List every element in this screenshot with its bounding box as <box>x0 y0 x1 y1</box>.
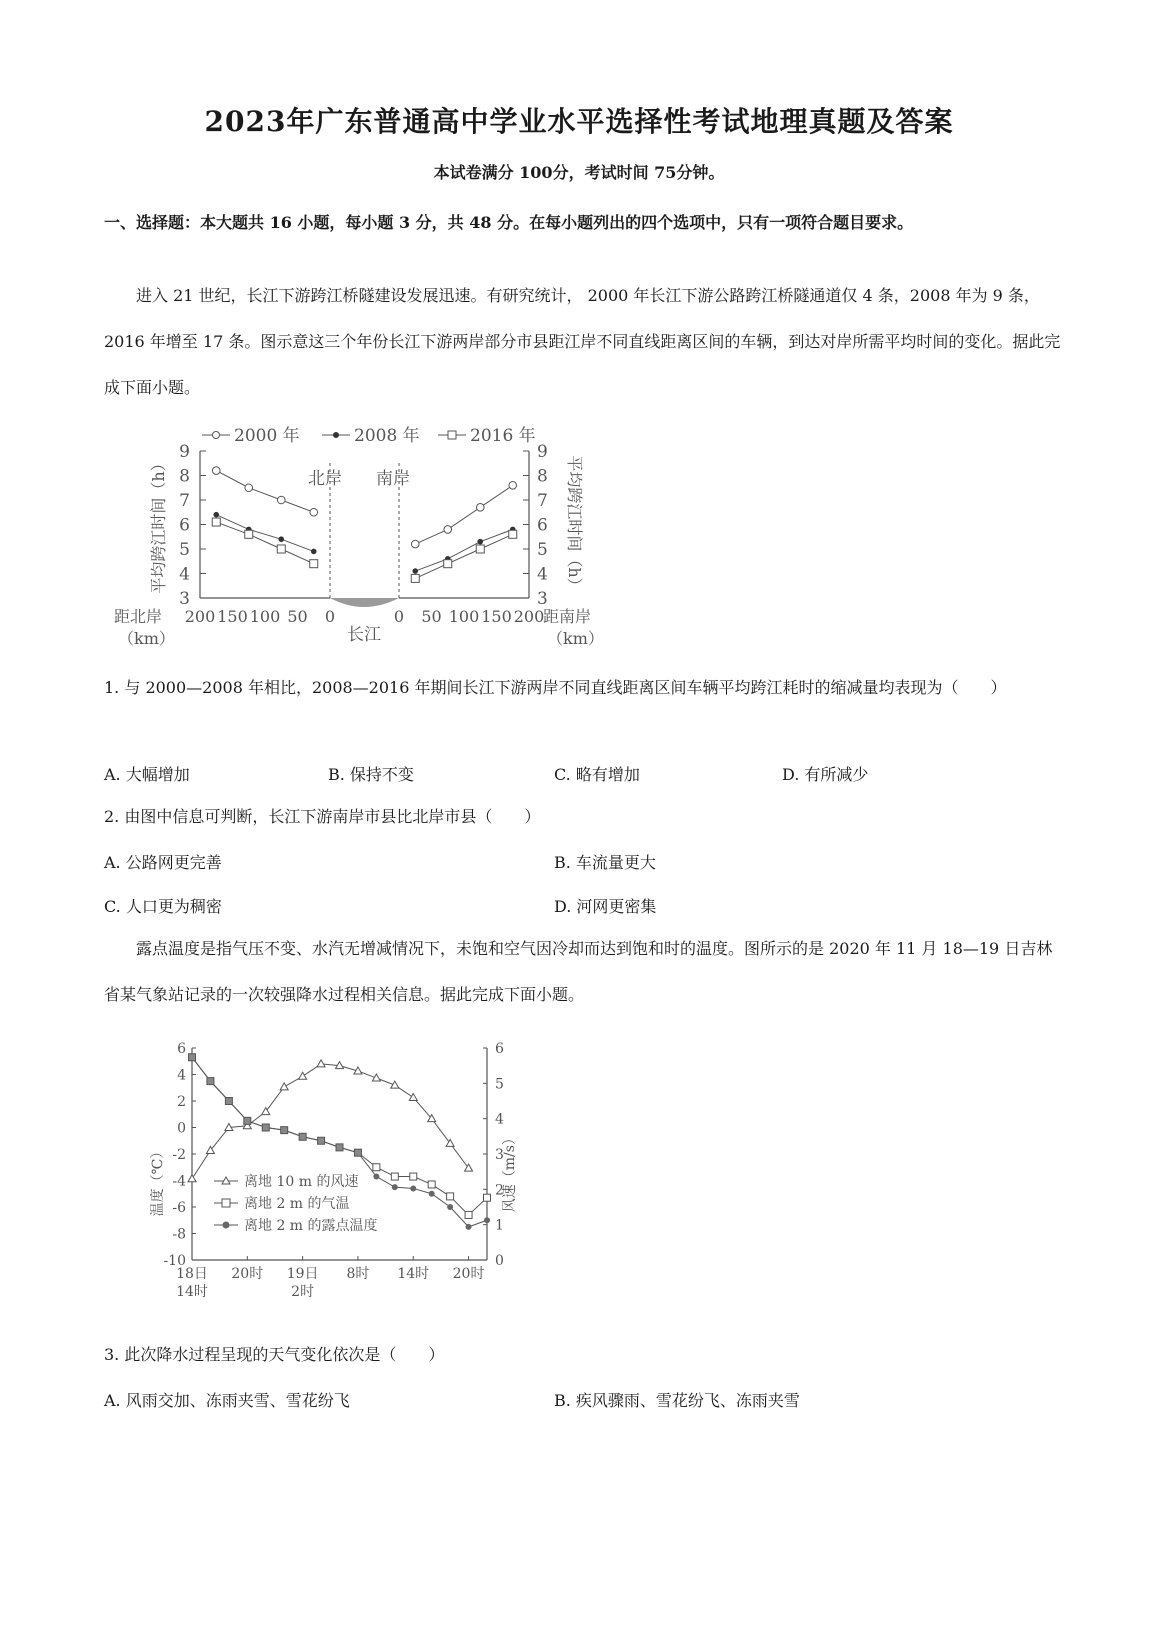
y-tick-label: 7 <box>179 491 190 511</box>
airtemp-point <box>428 1181 435 1188</box>
q3-option-b[interactable]: B. 疾风骤雨、雪花纷飞、冻雨夹雪 <box>554 1391 800 1410</box>
data-point <box>311 549 317 555</box>
airtemp-point <box>281 1127 288 1134</box>
y-tick-label: -6 <box>172 1200 186 1216</box>
page-title: 2023年广东普通高中学业水平选择性考试地理真题及答案 <box>204 105 954 138</box>
weather-chart <box>150 1036 530 1316</box>
dewpoint-point <box>466 1224 472 1230</box>
legend-label: 离地 10 m 的风速 <box>244 1174 359 1190</box>
data-point <box>277 496 285 504</box>
y-tick-label: 8 <box>179 466 190 487</box>
legend-marker <box>223 1222 230 1229</box>
south-bank-label: 南岸 <box>376 469 410 489</box>
legend-marker <box>213 432 220 439</box>
q2-option-b[interactable]: B. 车流量更大 <box>554 853 656 872</box>
airtemp-point <box>354 1149 361 1156</box>
y-tick-label: 4 <box>495 1111 504 1128</box>
series-line <box>216 515 314 552</box>
data-point <box>310 560 318 568</box>
y-tick-label: 7 <box>537 491 548 511</box>
y-tick-label: 3 <box>495 1147 504 1163</box>
data-point <box>412 568 418 574</box>
data-point <box>277 545 285 553</box>
x-tick-label: 14时 <box>397 1266 430 1282</box>
dewpoint-point <box>392 1184 398 1190</box>
data-point <box>509 530 517 538</box>
y-tick-label: 6 <box>537 515 548 536</box>
x-tick-label-sub: 2时 <box>291 1284 315 1300</box>
y-tick-label: 4 <box>537 564 548 585</box>
question-3-stem: 3. 此次降水过程呈现的天气变化依次是（ ） <box>104 1345 445 1364</box>
dewpoint-point <box>447 1204 453 1210</box>
x-tick-label: 100 <box>249 607 281 626</box>
bridge-time-chart <box>110 418 610 663</box>
y-tick-label: 6 <box>179 515 190 536</box>
x-tick-label-sub: 14时 <box>176 1284 208 1300</box>
wind-point <box>409 1093 417 1100</box>
legend-label: 2008 年 <box>354 426 420 446</box>
data-point <box>476 545 484 553</box>
y-tick-label: 3 <box>179 589 190 609</box>
airtemp-point <box>336 1144 343 1151</box>
q1-option-b[interactable]: B. 保持不变 <box>328 765 414 784</box>
data-point <box>212 518 220 526</box>
data-point <box>411 574 419 582</box>
unit-label: （km） <box>547 629 604 648</box>
airtemp-point <box>410 1173 417 1180</box>
x-tick-label: 150 <box>217 607 248 626</box>
airtemp-point <box>373 1164 380 1171</box>
data-point <box>477 539 483 545</box>
south-axis-title: 距南岸 <box>543 607 592 626</box>
legend-marker <box>448 431 456 439</box>
y-tick-label: 6 <box>177 1041 186 1057</box>
x-tick-label: 100 <box>448 607 480 626</box>
x-tick-label: 8时 <box>346 1266 370 1282</box>
airtemp-point <box>299 1133 306 1140</box>
right-axis-title: 风速（m/s） <box>502 1131 518 1213</box>
y-tick-label: 1 <box>495 1217 504 1234</box>
dewpoint-point <box>429 1191 435 1197</box>
airtemp-point <box>318 1137 325 1144</box>
y-tick-label: -4 <box>172 1173 186 1190</box>
airtemp-point <box>465 1211 472 1218</box>
y-tick-label: 5 <box>537 540 548 560</box>
data-point <box>444 526 452 534</box>
question-2-stem: 2. 由图中信息可判断，长江下游南岸市县比北岸市县（ ） <box>104 807 541 826</box>
y-tick-label: 8 <box>537 466 548 487</box>
y-axis-title: 平均跨江时间（h） <box>565 455 584 594</box>
y-tick-label: 9 <box>179 442 190 462</box>
data-point <box>444 560 452 568</box>
dewpoint-point <box>373 1174 379 1180</box>
exam-info: 本试卷满分 100分，考试时间 75分钟。 <box>433 163 725 182</box>
north-bank-label: 北岸 <box>308 469 342 489</box>
passage-2: 露点温度是指气压不变、水汽无增减情况下，未饱和空气因冷却而达到饱和时的温度。图所示的是 2020 年 11 月 18—19 日吉林省某气象站记录的一次较强降水过程相关信息。据此完成下面小题。 <box>104 939 1053 1004</box>
q2-option-a[interactable]: A. 公路网更完善 <box>104 853 222 872</box>
y-tick-label: 4 <box>177 1067 186 1084</box>
airtemp-point <box>262 1124 269 1131</box>
q3-option-a[interactable]: A. 风雨交加、冻雨夹雪、雪花纷飞 <box>104 1391 350 1410</box>
x-tick-label: 20时 <box>452 1266 485 1282</box>
data-point <box>245 530 253 538</box>
wind-point <box>372 1074 380 1081</box>
series-line <box>415 534 513 578</box>
dewpoint-point <box>410 1185 416 1191</box>
y-tick-label: 2 <box>177 1094 186 1110</box>
wind-point <box>391 1081 399 1088</box>
wind-point <box>317 1060 325 1067</box>
dewpoint-point <box>484 1217 490 1223</box>
x-tick-label: 200 <box>513 607 545 626</box>
q2-option-d[interactable]: D. 河网更密集 <box>554 897 657 916</box>
airtemp-point <box>391 1173 398 1180</box>
data-point <box>411 540 419 548</box>
north-axis-title: 距北岸 <box>114 607 163 626</box>
q1-option-c[interactable]: C. 略有增加 <box>554 765 640 784</box>
x-tick-label: 0 <box>324 607 336 626</box>
x-tick-label: 200 <box>184 607 216 626</box>
airtemp-point <box>207 1078 214 1085</box>
y-tick-label: 0 <box>177 1120 186 1137</box>
series-line <box>216 471 314 513</box>
y-tick-label: -10 <box>163 1253 186 1269</box>
airtemp-line <box>192 1057 487 1215</box>
y-axis-title: 平均跨江时间（h） <box>149 455 168 594</box>
data-point <box>476 504 484 512</box>
y-tick-label: 5 <box>495 1076 504 1093</box>
y-tick-label: 9 <box>537 442 548 462</box>
legend-label: 2000 年 <box>234 426 300 446</box>
y-tick-label: 5 <box>179 540 190 560</box>
passage-1: 进入 21 世纪，长江下游跨江桥隧建设发展迅速。有研究统计， 2000 年长江下游公路跨江桥隧通道仅 4 条，2008 年为 9 条，2016 年增至 17 条。图示意这三个年份长江下游两岸部分市县距江岸不同直线距离区间的车辆，到达对岸所需平均时间的变化。据此完成下面小题。 <box>104 286 1061 397</box>
wind-line <box>192 1064 469 1179</box>
unit-label: （km） <box>118 629 175 648</box>
data-point <box>213 512 219 518</box>
airtemp-point <box>484 1194 491 1201</box>
left-axis-title: 温度（℃） <box>150 1144 166 1217</box>
legend-marker <box>222 1199 230 1207</box>
q2-option-c[interactable]: C. 人口更为稠密 <box>104 897 222 916</box>
wind-point <box>280 1083 288 1090</box>
x-tick-label: 50 <box>287 607 308 626</box>
data-point <box>245 484 253 492</box>
q1-option-d[interactable]: D. 有所减少 <box>782 765 869 784</box>
question-1-stem: 1. 与 2000—2008 年相比，2008—2016 年期间长江下游两岸不同直线距离区间车辆平均跨江耗时的缩减量均表现为（ ） <box>104 678 1007 697</box>
y-tick-label: 3 <box>537 589 548 609</box>
x-tick-label: 19日 <box>286 1266 319 1282</box>
data-point <box>212 467 220 475</box>
x-tick-label: 50 <box>421 607 442 626</box>
legend-label: 离地 2 m 的露点温度 <box>244 1218 378 1234</box>
q1-option-a[interactable]: A. 大幅增加 <box>104 765 190 784</box>
data-point <box>310 508 318 516</box>
wind-point <box>188 1175 196 1182</box>
series-line <box>216 522 314 564</box>
legend-label: 离地 2 m 的气温 <box>244 1196 350 1212</box>
section-heading: 一、选择题：本大题共 16 小题，每小题 3 分，共 48 分。在每小题列出的四个选项中，只有一项符合题目要求。 <box>104 213 914 232</box>
airtemp-point <box>189 1054 196 1061</box>
y-tick-label: 2 <box>495 1182 504 1199</box>
wind-point <box>299 1072 307 1079</box>
y-tick-label: 0 <box>495 1253 504 1269</box>
x-tick-label: 18日 <box>176 1266 208 1282</box>
x-tick-label: 150 <box>481 607 512 626</box>
legend-label: 2016 年 <box>470 426 536 446</box>
airtemp-point <box>447 1193 454 1200</box>
y-tick-label: -8 <box>172 1226 186 1243</box>
data-point <box>509 482 517 490</box>
x-tick-label: 0 <box>393 607 405 626</box>
airtemp-point <box>244 1117 251 1124</box>
x-tick-label: 20时 <box>231 1266 264 1282</box>
series-line <box>415 529 513 571</box>
y-tick-label: -2 <box>172 1147 186 1163</box>
airtemp-point <box>225 1098 232 1105</box>
data-point <box>278 536 284 542</box>
y-tick-label: 6 <box>495 1041 504 1057</box>
legend-marker <box>333 432 339 438</box>
river-shape <box>330 598 399 607</box>
y-tick-label: 4 <box>179 564 190 585</box>
river-label: 长江 <box>347 625 381 645</box>
